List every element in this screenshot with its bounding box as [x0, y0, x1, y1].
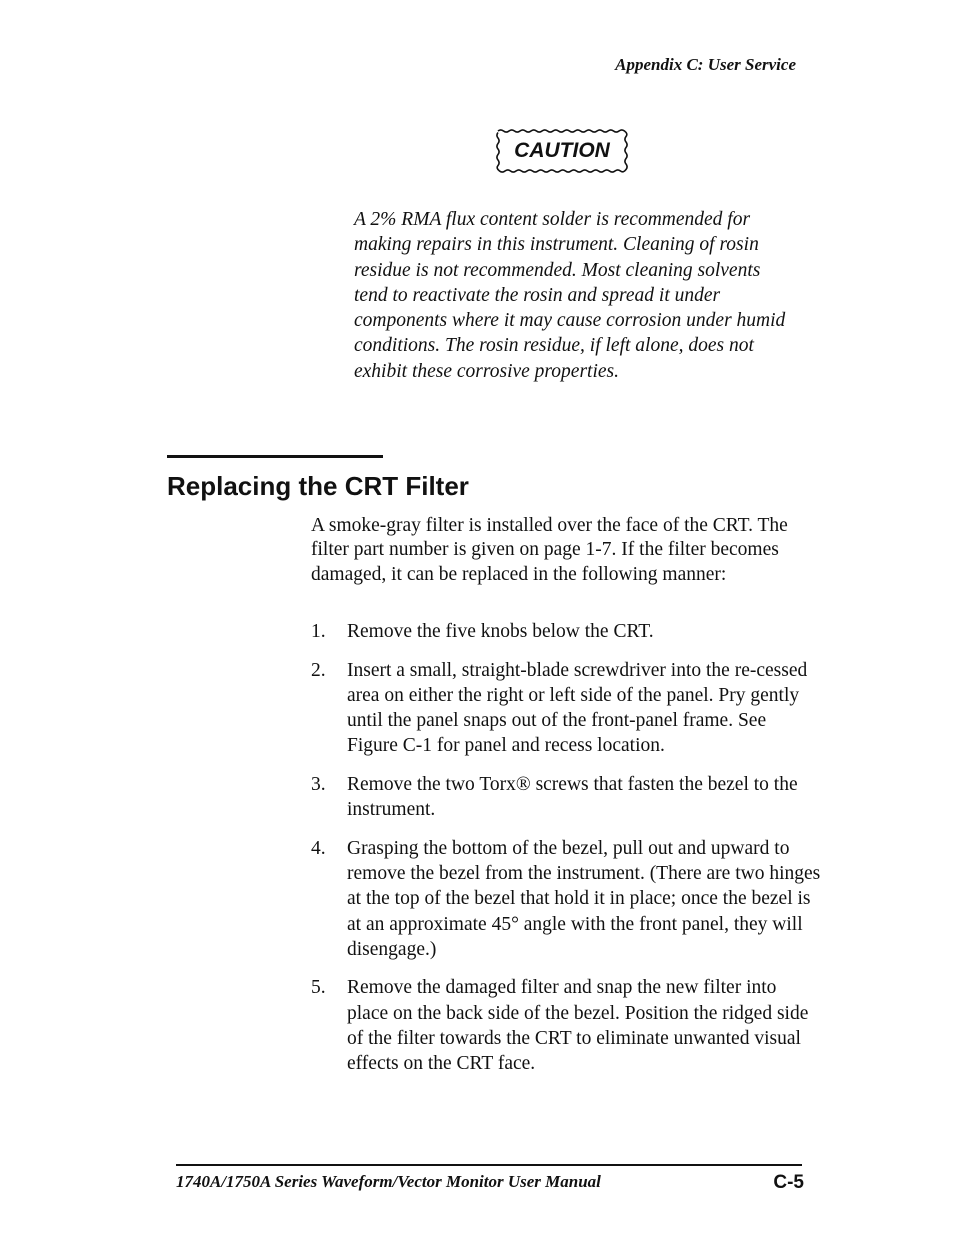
intro-paragraph: A smoke-gray filter is installed over the face of the CRT. The filter part number is given on page 1-7. If the filter becomes damaged, it can be replaced in the following manner: [311, 515, 788, 585]
caution-badge [492, 126, 632, 176]
step-5 [311, 975, 821, 1076]
step-4 [311, 836, 821, 962]
step-text: Remove the two Torx® screws that fasten the bezel to the instrument. [347, 774, 798, 821]
step-number: 5. [311, 977, 326, 999]
caution-text: A 2% RMA flux content solder is recommended for making repairs in this instrument. Cleaning of rosin residue is not recommended. Most cleaning solvents tend to reactivate the rosin and spread it under components where it may cause corrosion under humid conditions. The rosin residue, if left alone, does not exhibit these corrosive properties. [354, 209, 786, 382]
step-number: 4. [311, 837, 326, 859]
step-2 [311, 658, 821, 759]
step-text: Insert a small, straight-blade screwdriver into the re-cessed area on either the right or left side of the panel. Pry gently until the panel snaps out of the front-panel frame. See Figure C-1 for panel and recess location. [347, 659, 808, 757]
step-number: 2. [311, 659, 326, 681]
footer-rule [176, 1164, 802, 1166]
procedure-steps [311, 619, 821, 1090]
step-number: 1. [311, 621, 326, 642]
step-number: 3. [311, 774, 326, 796]
step-text: Remove the five knobs below the CRT. [347, 621, 654, 642]
step-text: Remove the damaged filter and snap the new filter into place on the back side of the bezel. Position the ridged side of the filter towards the CRT to eliminate unwanted visual effects on the CRT face. [347, 977, 809, 1075]
step-3 [311, 772, 821, 822]
page-number: C-5 [773, 1172, 804, 1193]
section-title: Replacing the CRT Filter [167, 471, 469, 501]
step-1 [311, 619, 821, 644]
step-text: Grasping the bottom of the bezel, pull out and upward to remove the bezel from the instrument. (There are two hinges at the top of the bezel that hold it in place; once the bezel is at an approximate 45° angle with the front panel, they will disengage.) [347, 837, 821, 960]
footer-manual-title: 1740A/1750A Series Waveform/Vector Monitor User Manual [176, 1172, 601, 1191]
caution-label: CAUTION [514, 139, 610, 162]
section-rule [167, 455, 383, 458]
running-head: Appendix C: User Service [615, 55, 796, 74]
